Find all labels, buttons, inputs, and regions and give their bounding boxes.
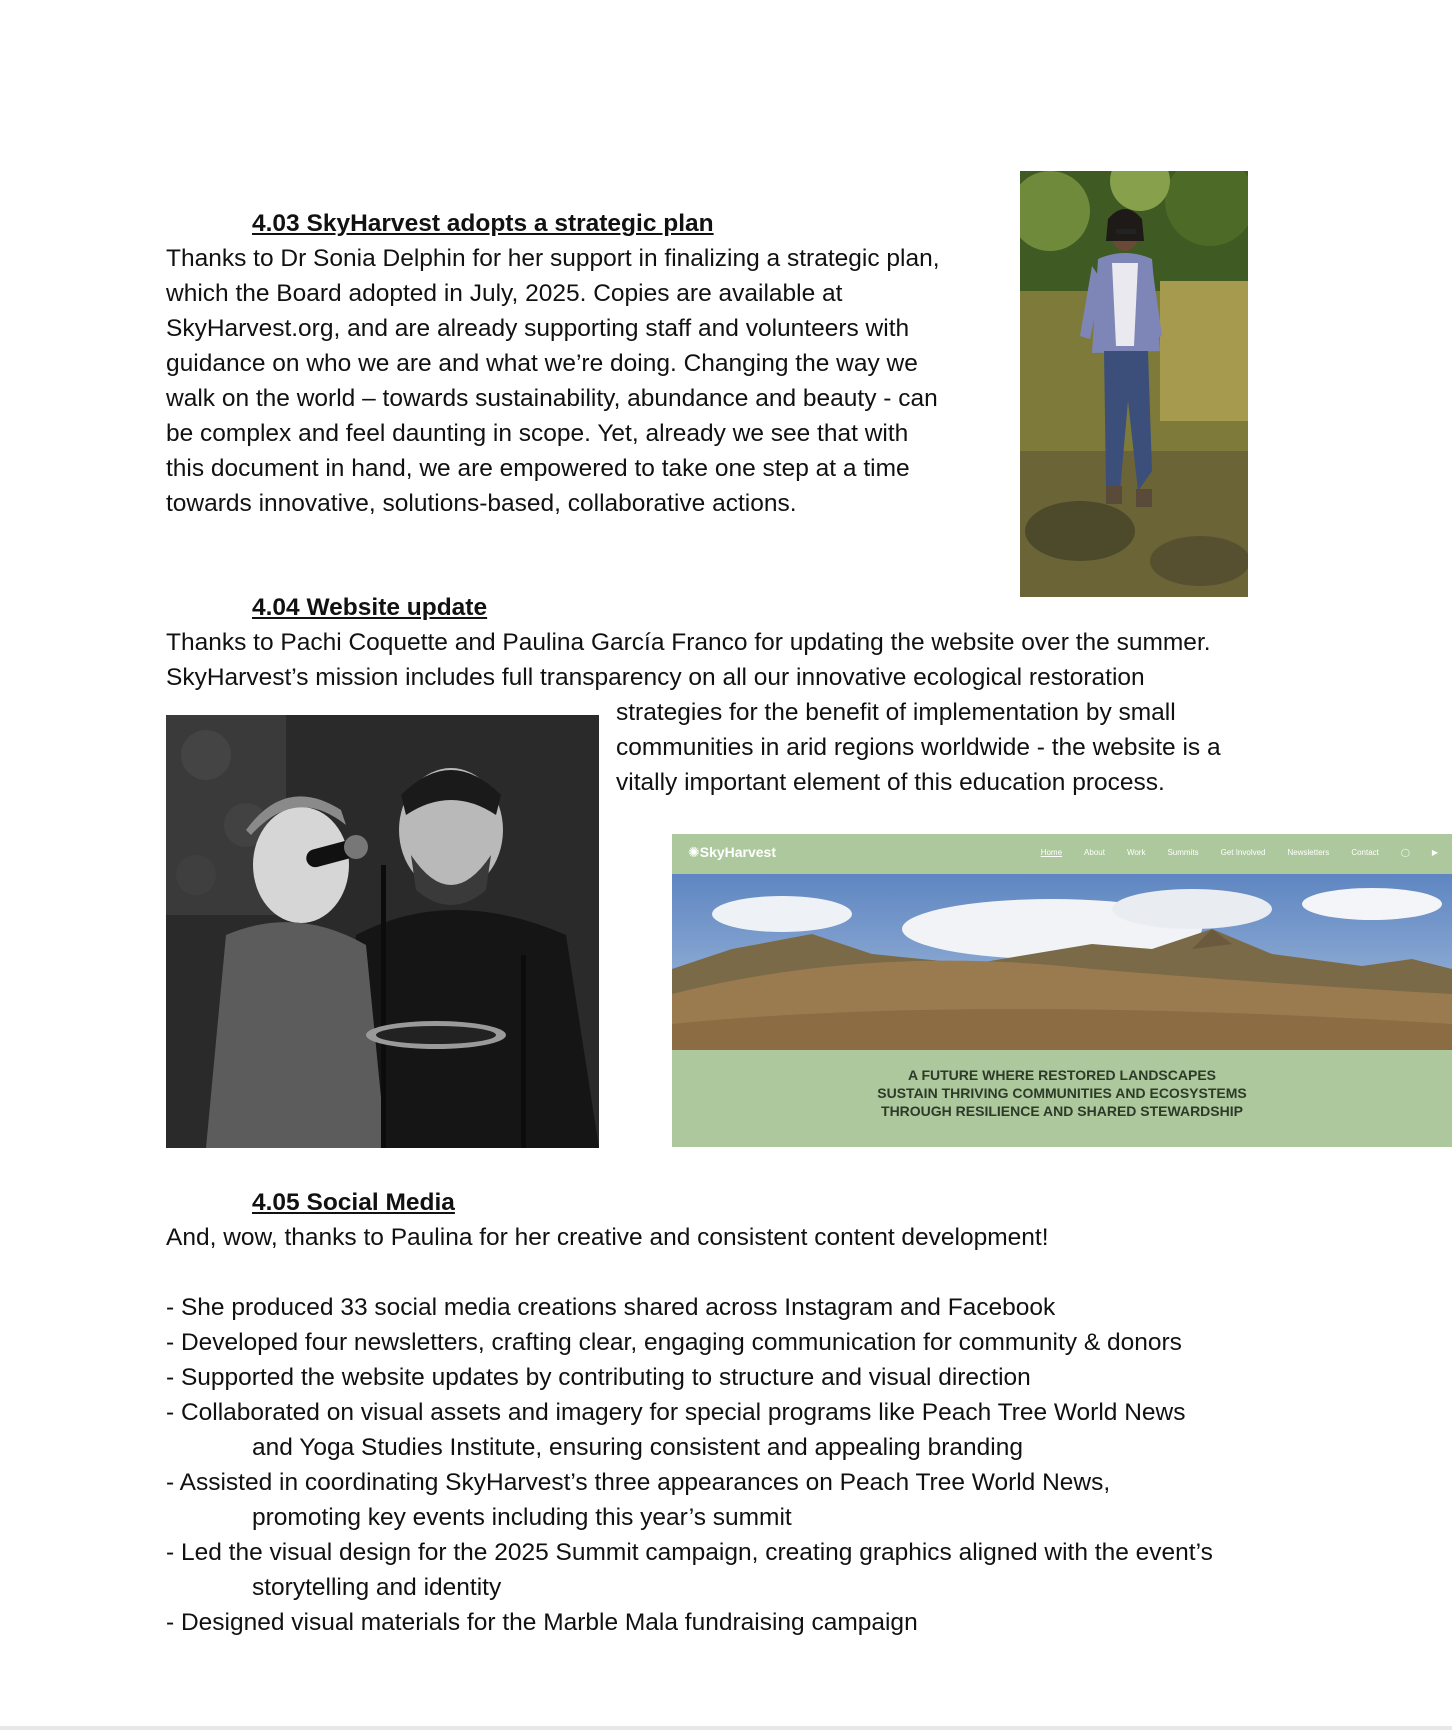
intro-line: And, wow, thanks to Paulina for her creative and consistent content development! (166, 1224, 1049, 1251)
paragraph-line: communities in arid regions worldwide - the website is a (616, 734, 1221, 761)
bullet-item: - She produced 33 social media creations shared across Instagram and Facebook (166, 1294, 1056, 1321)
paragraph-line: Thanks to Pachi Coquette and Paulina García Franco for updating the website over the summer. (166, 629, 1211, 656)
section-404-paragraph (166, 625, 1211, 695)
website-screenshot (672, 834, 1452, 1147)
website-menu (1019, 848, 1438, 857)
paragraph-line: walk on the world – towards sustainability, abundance and beauty - can (166, 385, 938, 412)
website-nav-home: Home (1040, 848, 1063, 857)
paragraph-line: Thanks to Dr Sonia Delphin for her support in finalizing a strategic plan, (166, 245, 940, 272)
photo-woman-on-trail (1020, 171, 1248, 597)
section-403-heading: 4.03 SkyHarvest adopts a strategic plan (252, 210, 714, 237)
website-nav-summits: Summits (1167, 848, 1199, 857)
paragraph-line: be complex and feel daunting in scope. Yet, already we see that with (166, 420, 909, 447)
page-bottom-edge (0, 1726, 1452, 1730)
website-nav-bar (672, 834, 1452, 874)
website-nav-contact: Contact (1351, 848, 1379, 857)
website-nav-newsletters: Newsletters (1287, 848, 1330, 857)
bullet-item-continuation: promoting key events including this year’s summit (252, 1504, 792, 1531)
bullet-item: - Developed four newsletters, crafting clear, engaging communication for community & donors (166, 1329, 1182, 1356)
youtube-icon: ▶ (1431, 848, 1438, 857)
section-405-paragraph (166, 1220, 1213, 1640)
instagram-icon: ◯ (1400, 848, 1410, 857)
bullet-item: - Collaborated on visual assets and imagery for special programs like Peach Tree World News (166, 1399, 1186, 1426)
paragraph-line: which the Board adopted in July, 2025. Copies are available at (166, 280, 843, 307)
website-nav-get-involved: Get Involved (1220, 848, 1266, 857)
tagline-line: SUSTAIN THRIVING COMMUNITIES AND ECOSYSTEMS (877, 1085, 1247, 1101)
tagline-line: THROUGH RESILIENCE AND SHARED STEWARDSHIP (881, 1103, 1243, 1119)
bullet-item: - Assisted in coordinating SkyHarvest’s three appearances on Peach Tree World News, (166, 1469, 1111, 1496)
section-404-heading: 4.04 Website update (252, 594, 488, 621)
blank-line (166, 1255, 1213, 1290)
bullet-item-continuation: storytelling and identity (252, 1574, 502, 1601)
paragraph-line: guidance on who we are and what we’re doing. Changing the way we (166, 350, 918, 377)
paragraph-line: vitally important element of this education process. (616, 769, 1165, 796)
website-nav-about: About (1084, 848, 1105, 857)
tagline-line: A FUTURE WHERE RESTORED LANDSCAPES (907, 1067, 1217, 1083)
mountain-landscape (672, 874, 1452, 1050)
section-403-paragraph (166, 241, 940, 521)
bullet-item: - Designed visual materials for the Marble Mala fundraising campaign (166, 1609, 918, 1636)
website-nav-work: Work (1126, 848, 1146, 857)
section-404-paragraph-right (616, 695, 1221, 800)
bullet-item: - Led the visual design for the 2025 Summit campaign, creating graphics aligned with the event’s (166, 1539, 1213, 1566)
paragraph-line: strategies for the benefit of implementation by small (616, 699, 1176, 726)
photo-musicians (166, 715, 599, 1148)
bullet-item: - Supported the website updates by contributing to structure and visual direction (166, 1364, 1031, 1391)
paragraph-line: SkyHarvest.org, and are already supporting staff and volunteers with (166, 315, 910, 342)
bullet-item-continuation: and Yoga Studies Institute, ensuring consistent and appealing branding (252, 1434, 1023, 1461)
paragraph-line: towards innovative, solutions-based, collaborative actions. (166, 490, 797, 517)
website-tagline (672, 1066, 1452, 1146)
website-logo: ✺SkyHarvest (688, 844, 777, 860)
paragraph-line: SkyHarvest’s mission includes full transparency on all our innovative ecological restoration (166, 664, 1145, 691)
paragraph-line: this document in hand, we are empowered to take one step at a time (166, 455, 910, 482)
section-405-heading: 4.05 Social Media (252, 1189, 455, 1216)
